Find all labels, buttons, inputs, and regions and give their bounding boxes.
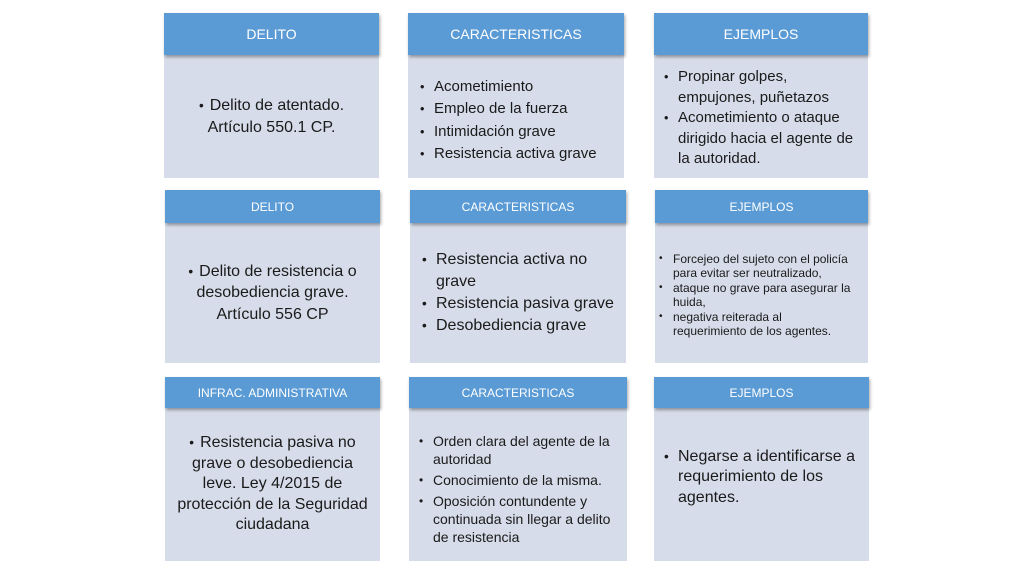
row3-ejemplos-body — [654, 408, 869, 561]
row3-caracteristicas-header: CARACTERISTICAS — [409, 377, 627, 408]
row2-delito-body — [165, 223, 380, 363]
row1-caracteristicas-header: CARACTERISTICAS — [408, 13, 624, 55]
list-item: • Resistencia pasiva no grave o desobediencia leve. Ley 4/2015 de protección de la Seguridad ciudadana — [175, 433, 370, 536]
list-item: • Desobediencia grave — [422, 315, 618, 337]
row3-delito-body — [165, 408, 380, 561]
row2-ejemplos-header: EJEMPLOS — [655, 190, 868, 223]
row1-ejemplos-header: EJEMPLOS — [654, 13, 868, 55]
list-item: • Acometimiento o ataque dirigido hacia el agente de la autoridad. — [664, 108, 860, 170]
list-item: • Orden clara del agente de la autoridad — [419, 432, 619, 468]
row2-ejemplos-body — [655, 223, 868, 363]
row2-delito-header: DELITO — [165, 190, 380, 223]
row1-delito-body — [164, 55, 379, 178]
row3-caracteristicas-body — [409, 408, 627, 561]
row2-caracteristicas-body — [410, 223, 626, 363]
list-item: • Negarse a identificarse a requerimiento de los agentes. — [664, 447, 861, 509]
row1-caracteristicas-body — [408, 55, 624, 178]
list-item: • Empleo de la fuerza — [420, 98, 616, 121]
list-item: • Propinar golpes, empujones, puñetazos — [664, 67, 860, 108]
list-item: • Forcejeo del sujeto con el policía para evitar ser neutralizado, — [659, 252, 858, 281]
list-item: • Resistencia activa no grave — [422, 249, 618, 293]
list-item: • Intimidación grave — [420, 121, 616, 144]
row3-delito-header: INFRAC. ADMINISTRATIVA — [165, 377, 380, 408]
list-item: • Delito de atentado. Artículo 550.1 CP. — [178, 95, 365, 139]
row1-ejemplos-body — [654, 55, 868, 178]
list-item: • Oposición contundente y continuada sin llegar a delito de resistencia — [419, 492, 619, 546]
row1-delito-header: DELITO — [164, 13, 379, 55]
list-item: • negativa reiterada al requerimiento de los agentes. — [659, 310, 858, 339]
list-item: • Resistencia pasiva grave — [422, 293, 618, 315]
list-item: • Delito de resistencia o desobediencia grave. Artículo 556 CP — [175, 261, 370, 326]
list-item: • ataque no grave para asegurar la huida, — [659, 281, 858, 310]
list-item: • Conocimiento de la misma. — [419, 471, 619, 489]
list-item: • Resistencia activa grave — [420, 143, 616, 166]
row2-caracteristicas-header: CARACTERISTICAS — [410, 190, 626, 223]
row3-ejemplos-header: EJEMPLOS — [654, 377, 869, 408]
list-item: • Acometimiento — [420, 76, 616, 99]
